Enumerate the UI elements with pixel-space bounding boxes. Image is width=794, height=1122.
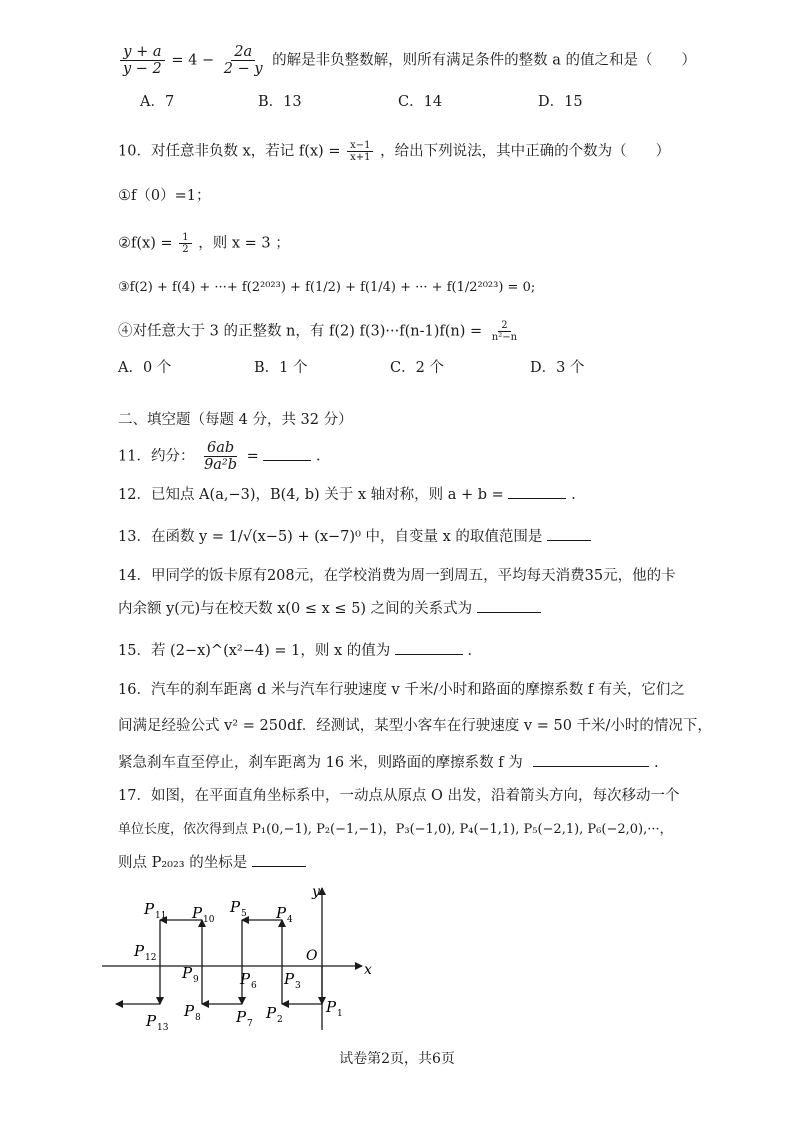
- svg-text:6: 6: [251, 981, 257, 991]
- svg-text:4: 4: [287, 915, 293, 925]
- svg-text:3: 3: [295, 981, 301, 991]
- svg-text:P: P: [240, 970, 251, 988]
- q16-line-2: 间满足经验公式 v² = 250df．经测试，某型小客车在行驶速度 v = 50 千米/小时的情况下，: [118, 718, 712, 734]
- q14-line-1: 14．甲同学的饭卡原有208元，在学校消费为周一到周五，平均每天消费35元，他的卡: [118, 568, 676, 584]
- svg-text:1: 1: [337, 1009, 343, 1019]
- q17-answer-blank[interactable]: [252, 852, 306, 867]
- q11-answer-blank[interactable]: [263, 446, 311, 461]
- q9-option-b: B．13: [258, 94, 302, 110]
- q10-stem: 10．对任意非负数 x，若记 f(x) = $\frac{x-1}{x+1}$ ，给出下列说法，其中正确的个数为（ ）: [118, 140, 671, 163]
- point-label-p1: [325, 998, 343, 1019]
- point-label-p6: [239, 970, 257, 991]
- svg-text:9: 9: [193, 975, 199, 985]
- x-axis-label: x: [364, 962, 372, 978]
- section-heading: 二、填空题（每题 4 分，共 32 分）: [118, 412, 353, 428]
- q9-option-c: C．14: [398, 94, 443, 110]
- point-label-p7: [235, 1008, 253, 1029]
- point-label-p8: [183, 1002, 201, 1023]
- origin-label: O: [306, 948, 318, 964]
- q14-line-2: 内余额 y(元)与在校天数 x(0 ≤ x ≤ 5) 之间的关系式为: [118, 598, 541, 619]
- point-label-p9: [181, 964, 199, 985]
- svg-text:7: 7: [247, 1019, 253, 1029]
- svg-text:8: 8: [195, 1013, 201, 1023]
- q17-line-2: 单位长度，依次得到点 P₁(0,−1), P₂(−1,−1)，P₃(−1,0), P₄(−1,1), P₅(−2,1), P₆(−2,0),···，: [118, 822, 673, 837]
- point-label-p11: [143, 900, 166, 921]
- q16-line-1: 16．汽车的刹车距离 d 米与汽车行驶速度 v 千米/小时和路面的摩擦系数 f 有关，它们之: [118, 682, 685, 698]
- y-axis-label: y: [312, 884, 320, 900]
- q9-equation: $\frac{y + a}{y - 2}$ = 4 − $\frac{2a}{2 - y}$ 的解是非负整数解，则所有满足条件的整数 a 的值之和是（ ）: [118, 44, 696, 77]
- q15: 15．若 (2−x)^(x²−4) = 1，则 x 的值为 .: [118, 640, 472, 661]
- q11-fraction: $\frac{6ab}{\text{9a²b}}$: [204, 440, 238, 473]
- svg-text:P: P: [134, 942, 145, 960]
- svg-text:P: P: [182, 964, 193, 982]
- svg-text:P: P: [326, 998, 337, 1016]
- q12-answer-blank[interactable]: [508, 484, 566, 499]
- svg-text:2: 2: [277, 1015, 283, 1025]
- q17-line-3: 则点 P₂₀₂₃ 的坐标是: [118, 852, 306, 873]
- q11: 11．约分： $\frac{6ab}{\text{9a²b}}$ = .: [118, 440, 321, 473]
- point-label-p13: [145, 1012, 169, 1033]
- point-label-p12: [133, 942, 156, 963]
- svg-text:P: P: [144, 900, 155, 918]
- q10-statement-2: ②f(x) = $\frac{1}{2}$ ，则 x = 3 ；: [118, 232, 290, 255]
- q9-fraction-left: $\frac{y + a}{y - 2}$: [120, 44, 165, 77]
- q14-answer-blank[interactable]: [477, 598, 541, 613]
- q10-option-b: B．1 个: [254, 360, 308, 376]
- point-label-p4: [275, 904, 293, 925]
- q9-option-d: D．15: [538, 94, 583, 110]
- q9-option-a: A．7: [140, 94, 175, 110]
- point-label-p5: [229, 898, 247, 919]
- svg-text:P: P: [230, 898, 241, 916]
- svg-text:P: P: [284, 970, 295, 988]
- svg-text:13: 13: [157, 1023, 169, 1033]
- page-footer: 试卷第2页，共6页: [339, 1051, 455, 1067]
- q15-answer-blank[interactable]: [395, 640, 463, 655]
- svg-text:P: P: [184, 1002, 195, 1020]
- svg-text:10: 10: [203, 915, 215, 925]
- q10-statement-4: ④对任意大于 3 的正整数 n，有 f(2) f(3)···f(n-1)f(n) = $\frac{2}{\text{n²−n}}$: [118, 320, 518, 343]
- q10-option-c: C．2 个: [390, 360, 444, 376]
- point-label-p2: [265, 1004, 283, 1025]
- q10-statement-3: ③f(2) + f(4) + ···+ f(2²⁰²³) + f(1/2) + f(1/4) + ··· + f(1/2²⁰²³) = 0;: [118, 280, 536, 295]
- q16-line-3: 紧急刹车直至停止，刹车距离为 16 米，则路面的摩擦系数 f 为 .: [118, 752, 659, 773]
- svg-text:11: 11: [155, 911, 167, 921]
- q10-option-d: D．3 个: [530, 360, 585, 376]
- q10-fraction: $\frac{x-1}{x+1}$: [347, 140, 373, 163]
- q10-option-a: A．0 个: [118, 360, 172, 376]
- svg-text:P: P: [236, 1008, 247, 1026]
- point-label-p3: [283, 970, 301, 991]
- q12: 12．已知点 A(a,−3)，B(4, b) 关于 x 轴对称，则 a + b = .: [118, 484, 576, 505]
- q16-answer-blank[interactable]: [533, 752, 649, 767]
- q10-statement-1: ①f（0）=1；: [118, 188, 211, 204]
- svg-text:12: 12: [145, 953, 157, 963]
- svg-text:P: P: [266, 1004, 277, 1022]
- q13-answer-blank[interactable]: [547, 526, 591, 541]
- point-label-p10: [191, 904, 215, 925]
- q17-line-1: 17．如图，在平面直角坐标系中，一动点从原点 O 出发，沿着箭头方向，每次移动一个: [118, 788, 680, 804]
- q13: 13．在函数 y = 1/√(x−5) + (x−7)⁰ 中，自变量 x 的取值范围是: [118, 526, 591, 547]
- svg-text:5: 5: [241, 909, 247, 919]
- q9-fraction-right: $\frac{2a}{2 - y}$: [223, 44, 263, 77]
- svg-text:P: P: [192, 904, 203, 922]
- svg-text:P: P: [146, 1012, 157, 1030]
- spiral-path-figure: [96, 880, 376, 1040]
- svg-text:P: P: [276, 904, 287, 922]
